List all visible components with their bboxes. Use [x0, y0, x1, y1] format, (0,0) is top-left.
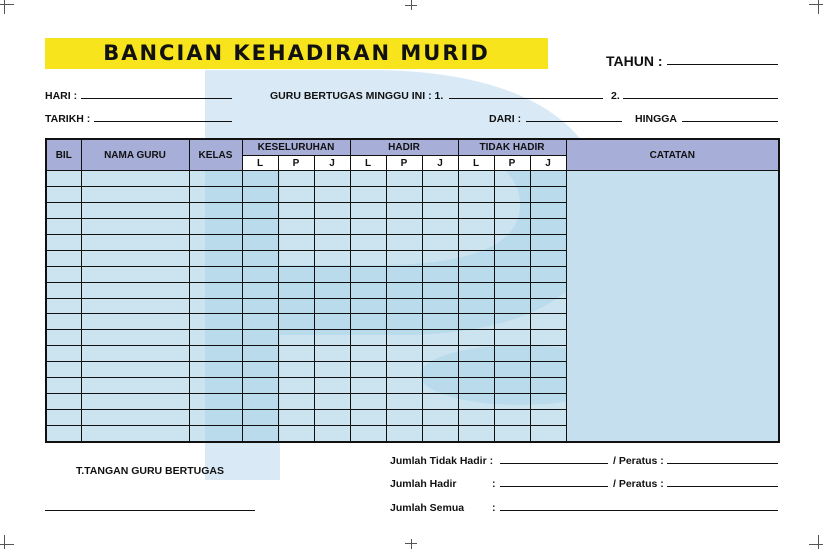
table-cell[interactable] — [422, 410, 458, 426]
table-cell[interactable] — [81, 282, 189, 298]
table-cell[interactable] — [458, 394, 494, 410]
table-cell[interactable] — [278, 171, 314, 187]
table-cell[interactable] — [350, 234, 386, 250]
table-row — [46, 171, 779, 187]
signature-label: T.TANGAN GURU BERTUGAS — [76, 465, 224, 477]
table-cell[interactable] — [314, 171, 350, 187]
table-cell[interactable] — [81, 171, 189, 187]
table-cell[interactable] — [81, 298, 189, 314]
table-cell[interactable] — [494, 378, 530, 394]
table-cell[interactable] — [350, 362, 386, 378]
table-cell[interactable] — [350, 346, 386, 362]
table-cell[interactable] — [81, 314, 189, 330]
table-cell[interactable] — [314, 282, 350, 298]
jumlah-semua-label: Jumlah Semua — [390, 502, 465, 514]
crop-mark-bottom-right — [809, 544, 823, 545]
table-cell[interactable] — [278, 234, 314, 250]
table-cell[interactable] — [242, 330, 278, 346]
table-cell[interactable] — [458, 362, 494, 378]
peratus-tidak-hadir-field[interactable] — [667, 463, 778, 464]
table-cell[interactable] — [242, 298, 278, 314]
table-cell[interactable] — [494, 314, 530, 330]
dari-label: DARI : — [489, 113, 522, 125]
table-cell[interactable] — [458, 410, 494, 426]
table-cell[interactable] — [189, 202, 242, 218]
table-cell[interactable] — [350, 378, 386, 394]
table-cell[interactable] — [494, 186, 530, 202]
table-cell[interactable] — [314, 250, 350, 266]
table-cell[interactable] — [386, 378, 422, 394]
table-cell[interactable] — [530, 266, 566, 282]
jumlah-hadir-field[interactable] — [500, 486, 608, 487]
table-cell[interactable] — [386, 426, 422, 443]
table-cell[interactable] — [458, 346, 494, 362]
hingga-field[interactable] — [682, 121, 778, 122]
table-cell[interactable] — [314, 410, 350, 426]
table-cell[interactable] — [189, 426, 242, 443]
table-cell[interactable] — [81, 426, 189, 443]
guru-1-field[interactable] — [449, 98, 603, 99]
table-cell[interactable] — [189, 362, 242, 378]
tahun-label: TAHUN : — [606, 53, 663, 69]
table-cell[interactable] — [46, 378, 81, 394]
table-cell[interactable] — [530, 298, 566, 314]
tarikh-label: TARIKH : — [45, 113, 91, 125]
table-cell[interactable] — [422, 202, 458, 218]
table-cell[interactable] — [189, 410, 242, 426]
attendance-table-body — [46, 171, 779, 443]
subheader-l: L — [350, 156, 386, 171]
table-cell[interactable] — [189, 298, 242, 314]
table-cell[interactable] — [458, 298, 494, 314]
table-cell[interactable] — [350, 202, 386, 218]
table-cell[interactable] — [494, 250, 530, 266]
crop-mark-bottom-left — [0, 544, 14, 545]
table-cell[interactable] — [278, 394, 314, 410]
catatan-cell[interactable] — [566, 171, 779, 443]
table-cell[interactable] — [278, 282, 314, 298]
table-cell[interactable] — [242, 426, 278, 443]
table-cell[interactable] — [189, 314, 242, 330]
table-cell[interactable] — [422, 250, 458, 266]
table-cell[interactable] — [530, 171, 566, 187]
table-cell[interactable] — [386, 202, 422, 218]
crop-mark-top-mid — [405, 5, 417, 6]
table-cell[interactable] — [278, 202, 314, 218]
table-cell[interactable] — [278, 298, 314, 314]
table-cell[interactable] — [46, 266, 81, 282]
header-catatan: CATATAN — [566, 139, 779, 171]
table-cell[interactable] — [314, 186, 350, 202]
table-cell[interactable] — [242, 410, 278, 426]
table-cell[interactable] — [189, 346, 242, 362]
table-cell[interactable] — [386, 266, 422, 282]
table-cell[interactable] — [242, 266, 278, 282]
table-cell[interactable] — [530, 394, 566, 410]
subheader-p: P — [494, 156, 530, 171]
jumlah-tidak-hadir-field[interactable] — [500, 463, 608, 464]
table-cell[interactable] — [46, 298, 81, 314]
table-cell[interactable] — [81, 330, 189, 346]
table-cell[interactable] — [314, 266, 350, 282]
table-cell[interactable] — [422, 266, 458, 282]
table-cell[interactable] — [278, 426, 314, 443]
table-cell[interactable] — [189, 218, 242, 234]
table-cell[interactable] — [494, 410, 530, 426]
table-cell[interactable] — [494, 218, 530, 234]
table-cell[interactable] — [458, 378, 494, 394]
page-title: BANCIAN KEHADIRAN MURID — [103, 41, 490, 65]
header-hadir: HADIR — [350, 139, 458, 156]
table-cell[interactable] — [386, 282, 422, 298]
table-cell[interactable] — [81, 378, 189, 394]
table-cell[interactable] — [350, 171, 386, 187]
table-cell[interactable] — [458, 171, 494, 187]
table-cell[interactable] — [494, 346, 530, 362]
table-cell[interactable] — [81, 410, 189, 426]
table-cell[interactable] — [458, 250, 494, 266]
table-cell[interactable] — [278, 218, 314, 234]
table-cell[interactable] — [278, 330, 314, 346]
table-cell[interactable] — [494, 266, 530, 282]
table-cell[interactable] — [81, 266, 189, 282]
hari-field[interactable] — [81, 98, 232, 99]
crop-mark-bottom-right — [818, 535, 819, 549]
table-cell[interactable] — [494, 298, 530, 314]
table-cell[interactable] — [494, 202, 530, 218]
table-cell[interactable] — [81, 362, 189, 378]
table-cell[interactable] — [242, 362, 278, 378]
table-cell[interactable] — [386, 234, 422, 250]
table-cell[interactable] — [189, 266, 242, 282]
table-cell[interactable] — [189, 330, 242, 346]
guru-2-field[interactable] — [623, 98, 778, 99]
table-cell[interactable] — [81, 394, 189, 410]
subheader-j: J — [314, 156, 350, 171]
crop-mark-bottom-mid — [405, 543, 417, 544]
table-cell[interactable] — [350, 250, 386, 266]
table-cell[interactable] — [189, 282, 242, 298]
table-cell[interactable] — [494, 426, 530, 443]
table-cell[interactable] — [530, 314, 566, 330]
table-cell[interactable] — [350, 314, 386, 330]
table-cell[interactable] — [530, 282, 566, 298]
table-cell[interactable] — [422, 426, 458, 443]
table-cell[interactable] — [530, 202, 566, 218]
header-tidak-hadir: TIDAK HADIR — [458, 139, 566, 156]
table-cell[interactable] — [458, 314, 494, 330]
subheader-j: J — [530, 156, 566, 171]
table-cell[interactable] — [494, 234, 530, 250]
table-cell[interactable] — [350, 426, 386, 443]
table-cell[interactable] — [458, 234, 494, 250]
table-cell[interactable] — [422, 186, 458, 202]
table-cell[interactable] — [458, 202, 494, 218]
crop-mark-bottom-left — [4, 535, 5, 549]
table-cell[interactable] — [530, 330, 566, 346]
table-cell[interactable] — [422, 218, 458, 234]
table-cell[interactable] — [46, 362, 81, 378]
table-cell[interactable] — [350, 186, 386, 202]
table-cell[interactable] — [530, 426, 566, 443]
table-cell[interactable] — [278, 362, 314, 378]
crop-mark-top-left — [4, 0, 5, 14]
tarikh-field[interactable] — [94, 121, 232, 122]
table-cell[interactable] — [458, 330, 494, 346]
table-cell[interactable] — [458, 218, 494, 234]
table-cell[interactable] — [458, 266, 494, 282]
peratus-hadir-field[interactable] — [667, 486, 778, 487]
table-cell[interactable] — [314, 298, 350, 314]
subheader-l: L — [242, 156, 278, 171]
table-cell[interactable] — [81, 202, 189, 218]
table-cell[interactable] — [386, 346, 422, 362]
table-cell[interactable] — [278, 346, 314, 362]
table-cell[interactable] — [314, 378, 350, 394]
table-cell[interactable] — [278, 250, 314, 266]
table-cell[interactable] — [422, 330, 458, 346]
crop-mark-top-left — [0, 4, 14, 5]
crop-mark-top-right — [809, 4, 823, 5]
hingga-label: HINGGA — [635, 113, 677, 125]
table-cell[interactable] — [530, 234, 566, 250]
table-cell[interactable] — [46, 218, 81, 234]
table-cell[interactable] — [46, 330, 81, 346]
table-cell[interactable] — [458, 282, 494, 298]
table-cell[interactable] — [350, 394, 386, 410]
subheader-p: P — [386, 156, 422, 171]
table-cell[interactable] — [314, 330, 350, 346]
table-cell[interactable] — [189, 378, 242, 394]
table-cell[interactable] — [386, 330, 422, 346]
table-cell[interactable] — [189, 234, 242, 250]
jumlah-semua-field[interactable] — [500, 510, 778, 511]
subheader-l: L — [458, 156, 494, 171]
table-cell[interactable] — [386, 362, 422, 378]
table-cell[interactable] — [189, 186, 242, 202]
table-cell[interactable] — [458, 186, 494, 202]
table-cell[interactable] — [242, 378, 278, 394]
table-cell[interactable] — [350, 298, 386, 314]
table-cell[interactable] — [386, 314, 422, 330]
guru-2-label: 2. — [611, 90, 620, 102]
table-cell[interactable] — [242, 346, 278, 362]
table-cell[interactable] — [46, 314, 81, 330]
header-bil: BIL — [46, 139, 81, 171]
table-cell[interactable] — [242, 186, 278, 202]
table-cell[interactable] — [494, 394, 530, 410]
table-cell[interactable] — [189, 171, 242, 187]
table-cell[interactable] — [314, 234, 350, 250]
crop-mark-top-right — [818, 0, 819, 14]
table-cell[interactable] — [458, 426, 494, 443]
table-cell[interactable] — [314, 314, 350, 330]
subheader-j: J — [422, 156, 458, 171]
table-cell[interactable] — [189, 250, 242, 266]
jumlah-hadir-label: Jumlah Hadir — [390, 478, 457, 490]
table-cell[interactable] — [386, 298, 422, 314]
table-cell[interactable] — [386, 218, 422, 234]
table-cell[interactable] — [314, 346, 350, 362]
table-cell[interactable] — [530, 218, 566, 234]
table-cell[interactable] — [278, 314, 314, 330]
table-cell[interactable] — [530, 186, 566, 202]
table-cell[interactable] — [242, 234, 278, 250]
table-cell[interactable] — [386, 186, 422, 202]
table-cell[interactable] — [386, 250, 422, 266]
jumlah-tidak-hadir-label: Jumlah Tidak Hadir : — [390, 455, 494, 467]
table-cell[interactable] — [314, 218, 350, 234]
peratus-hadir-label: / Peratus : — [613, 478, 664, 490]
table-cell[interactable] — [46, 426, 81, 443]
table-cell[interactable] — [422, 314, 458, 330]
table-cell[interactable] — [278, 186, 314, 202]
table-cell[interactable] — [278, 378, 314, 394]
table-cell[interactable] — [314, 426, 350, 443]
jumlah-hadir-colon: : — [492, 478, 496, 490]
table-cell[interactable] — [350, 266, 386, 282]
table-cell[interactable] — [530, 362, 566, 378]
table-cell[interactable] — [46, 250, 81, 266]
table-cell[interactable] — [314, 394, 350, 410]
header-nama-guru: NAMA GURU — [81, 139, 189, 171]
table-cell[interactable] — [81, 218, 189, 234]
jumlah-semua-colon: : — [492, 502, 496, 514]
dari-field[interactable] — [526, 121, 622, 122]
table-cell[interactable] — [46, 171, 81, 187]
table-cell[interactable] — [422, 171, 458, 187]
table-cell[interactable] — [422, 378, 458, 394]
table-cell[interactable] — [242, 171, 278, 187]
table-cell[interactable] — [386, 171, 422, 187]
crop-mark-bottom-mid — [411, 539, 412, 549]
table-cell[interactable] — [386, 410, 422, 426]
table-cell[interactable] — [46, 346, 81, 362]
table-cell[interactable] — [189, 394, 242, 410]
table-cell[interactable] — [530, 250, 566, 266]
table-cell[interactable] — [242, 282, 278, 298]
table-cell[interactable] — [530, 346, 566, 362]
table-cell[interactable] — [46, 202, 81, 218]
table-cell[interactable] — [242, 394, 278, 410]
table-cell[interactable] — [242, 218, 278, 234]
table-cell[interactable] — [422, 282, 458, 298]
table-cell[interactable] — [81, 234, 189, 250]
table-cell[interactable] — [278, 266, 314, 282]
table-cell[interactable] — [350, 330, 386, 346]
table-cell[interactable] — [386, 394, 422, 410]
table-cell[interactable] — [46, 234, 81, 250]
table-cell[interactable] — [494, 330, 530, 346]
table-cell[interactable] — [530, 378, 566, 394]
table-cell[interactable] — [494, 282, 530, 298]
guru-bertugas-label: GURU BERTUGAS MINGGU INI : 1. — [270, 90, 444, 102]
table-cell[interactable] — [81, 346, 189, 362]
table-cell[interactable] — [422, 346, 458, 362]
table-cell[interactable] — [314, 362, 350, 378]
table-cell[interactable] — [422, 394, 458, 410]
table-cell[interactable] — [422, 298, 458, 314]
table-cell[interactable] — [242, 314, 278, 330]
table-cell[interactable] — [350, 218, 386, 234]
table-cell[interactable] — [46, 186, 81, 202]
table-cell[interactable] — [242, 202, 278, 218]
table-cell[interactable] — [81, 186, 189, 202]
table-cell[interactable] — [530, 410, 566, 426]
table-cell[interactable] — [494, 362, 530, 378]
subheader-p: P — [278, 156, 314, 171]
table-cell[interactable] — [81, 250, 189, 266]
table-cell[interactable] — [242, 250, 278, 266]
hari-label: HARI : — [45, 90, 78, 102]
attendance-table — [45, 138, 780, 443]
table-cell[interactable] — [350, 282, 386, 298]
table-cell[interactable] — [46, 282, 81, 298]
table-cell[interactable] — [350, 410, 386, 426]
header-keseluruhan: KESELURUHAN — [242, 139, 350, 156]
tahun-field[interactable] — [667, 64, 778, 65]
table-cell[interactable] — [422, 362, 458, 378]
table-cell[interactable] — [494, 171, 530, 187]
peratus-tidak-hadir-label: / Peratus : — [613, 455, 664, 467]
table-cell[interactable] — [46, 410, 81, 426]
table-cell[interactable] — [422, 234, 458, 250]
signature-field[interactable] — [45, 510, 255, 511]
table-cell[interactable] — [314, 202, 350, 218]
table-cell[interactable] — [46, 394, 81, 410]
header-kelas: KELAS — [189, 139, 242, 171]
table-cell[interactable] — [278, 410, 314, 426]
